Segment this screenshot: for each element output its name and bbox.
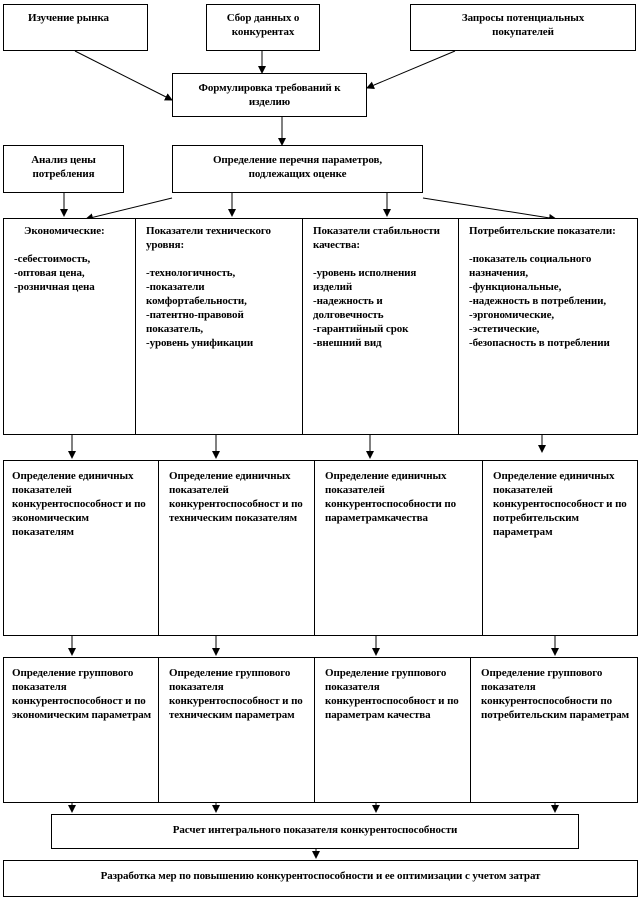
category-technical-title: Показатели технического уровня: [146,225,271,251]
category-consumer-item: -эргономические, [469,309,555,321]
category-consumer-title: Потребительские показатели: [469,225,616,237]
unit-indicator-consumer [482,460,638,636]
param-list-label: Определение перечня параметров, подлежащих оценке [212,154,383,180]
arrow-params-to-economic [86,198,172,219]
arrow-buyers-to-requirements [367,51,455,88]
category-technical [135,218,303,435]
category-economic-item: -розничная цена [14,281,95,293]
unit-indicator-technical-label: Определение единичных показателей конкурентоспособност и по техническим показателям [169,470,303,524]
measures-box [3,860,638,897]
category-quality-item: -гарантийный срок [313,323,409,335]
category-economic-item: -оптовая цена, [14,267,85,279]
category-technical-item: -технологичность, [146,267,236,279]
integral-indicator-box [51,814,579,849]
arrow-market-to-requirements [75,51,172,100]
competitor-data-box [206,4,320,51]
category-consumer [458,218,638,435]
category-quality [302,218,459,435]
category-consumer-item: -функциональные, [469,281,562,293]
price-analysis-label: Анализ цены потребления [31,154,96,180]
requirements-label: Формулировка требований к изделию [198,82,341,108]
buyer-requests-label: Запросы потенциальных покупателей [461,12,585,38]
category-quality-item: -уровень исполнения изделий [313,267,417,293]
market-study-box [3,4,148,51]
unit-indicator-consumer-label: Определение единичных показателей конкурентоспособност и по потребительским параметрам [493,470,627,538]
group-indicator-technical [158,657,315,803]
category-consumer-item: -безопасность в потреблении [469,337,610,349]
group-indicator-economic [3,657,159,803]
measures-label: Разработка мер по повышению конкурентоспособности и ее оптимизации с учетом затрат [100,870,541,882]
market-study-label: Изучение рынка [28,12,109,24]
category-economic [3,218,136,435]
unit-indicator-economic [3,460,159,636]
category-consumer-item: -надежность в потреблении, [469,295,606,307]
unit-indicator-quality-label: Определение единичных показателей конкурентоспособности по параметрамкачества [325,470,457,524]
unit-indicator-quality [314,460,483,636]
buyer-requests-box [410,4,636,51]
group-indicator-consumer [470,657,638,803]
requirements-box [172,73,367,117]
category-quality-title: Показатели стабильности качества: [313,225,440,251]
group-indicator-consumer-label: Определение группового показателя конкурентоспособности по потребительским параметрам [481,667,630,721]
unit-indicator-economic-label: Определение единичных показателей конкурентоспособност и по экономическим показателям [12,470,146,538]
category-technical-item: -патентно-правовой показатель, [146,309,244,335]
price-analysis-box [3,145,124,193]
group-indicator-technical-label: Определение группового показателя конкурентоспособност и по техническим параметрам [169,667,303,721]
integral-indicator-label: Расчет интегрального показателя конкурентоспособности [172,824,458,836]
category-technical-item: -показатели комфортабельности, [146,281,247,307]
group-indicator-quality [314,657,471,803]
category-economic-item: -себестоимость, [14,253,91,265]
category-economic-title: Экономические: [24,225,105,237]
unit-indicator-technical [158,460,315,636]
group-indicator-economic-label: Определение группового показателя конкурентоспособност и по экономическим параметрам [12,667,152,721]
group-indicator-quality-label: Определение группового показателя конкурентоспособност и по параметрам качества [325,667,459,721]
category-quality-item: -внешний вид [313,337,382,349]
param-list-box [172,145,423,193]
arrow-params-to-consumer [423,198,556,219]
competitor-data-label: Сбор данных о конкурентах [226,12,300,38]
category-consumer-item: -эстетические, [469,323,540,335]
category-technical-item: -уровень унификации [146,337,254,349]
category-consumer-item: -показатель социального назначения, [469,253,592,279]
category-quality-item: -надежность и долговечность [313,295,384,321]
